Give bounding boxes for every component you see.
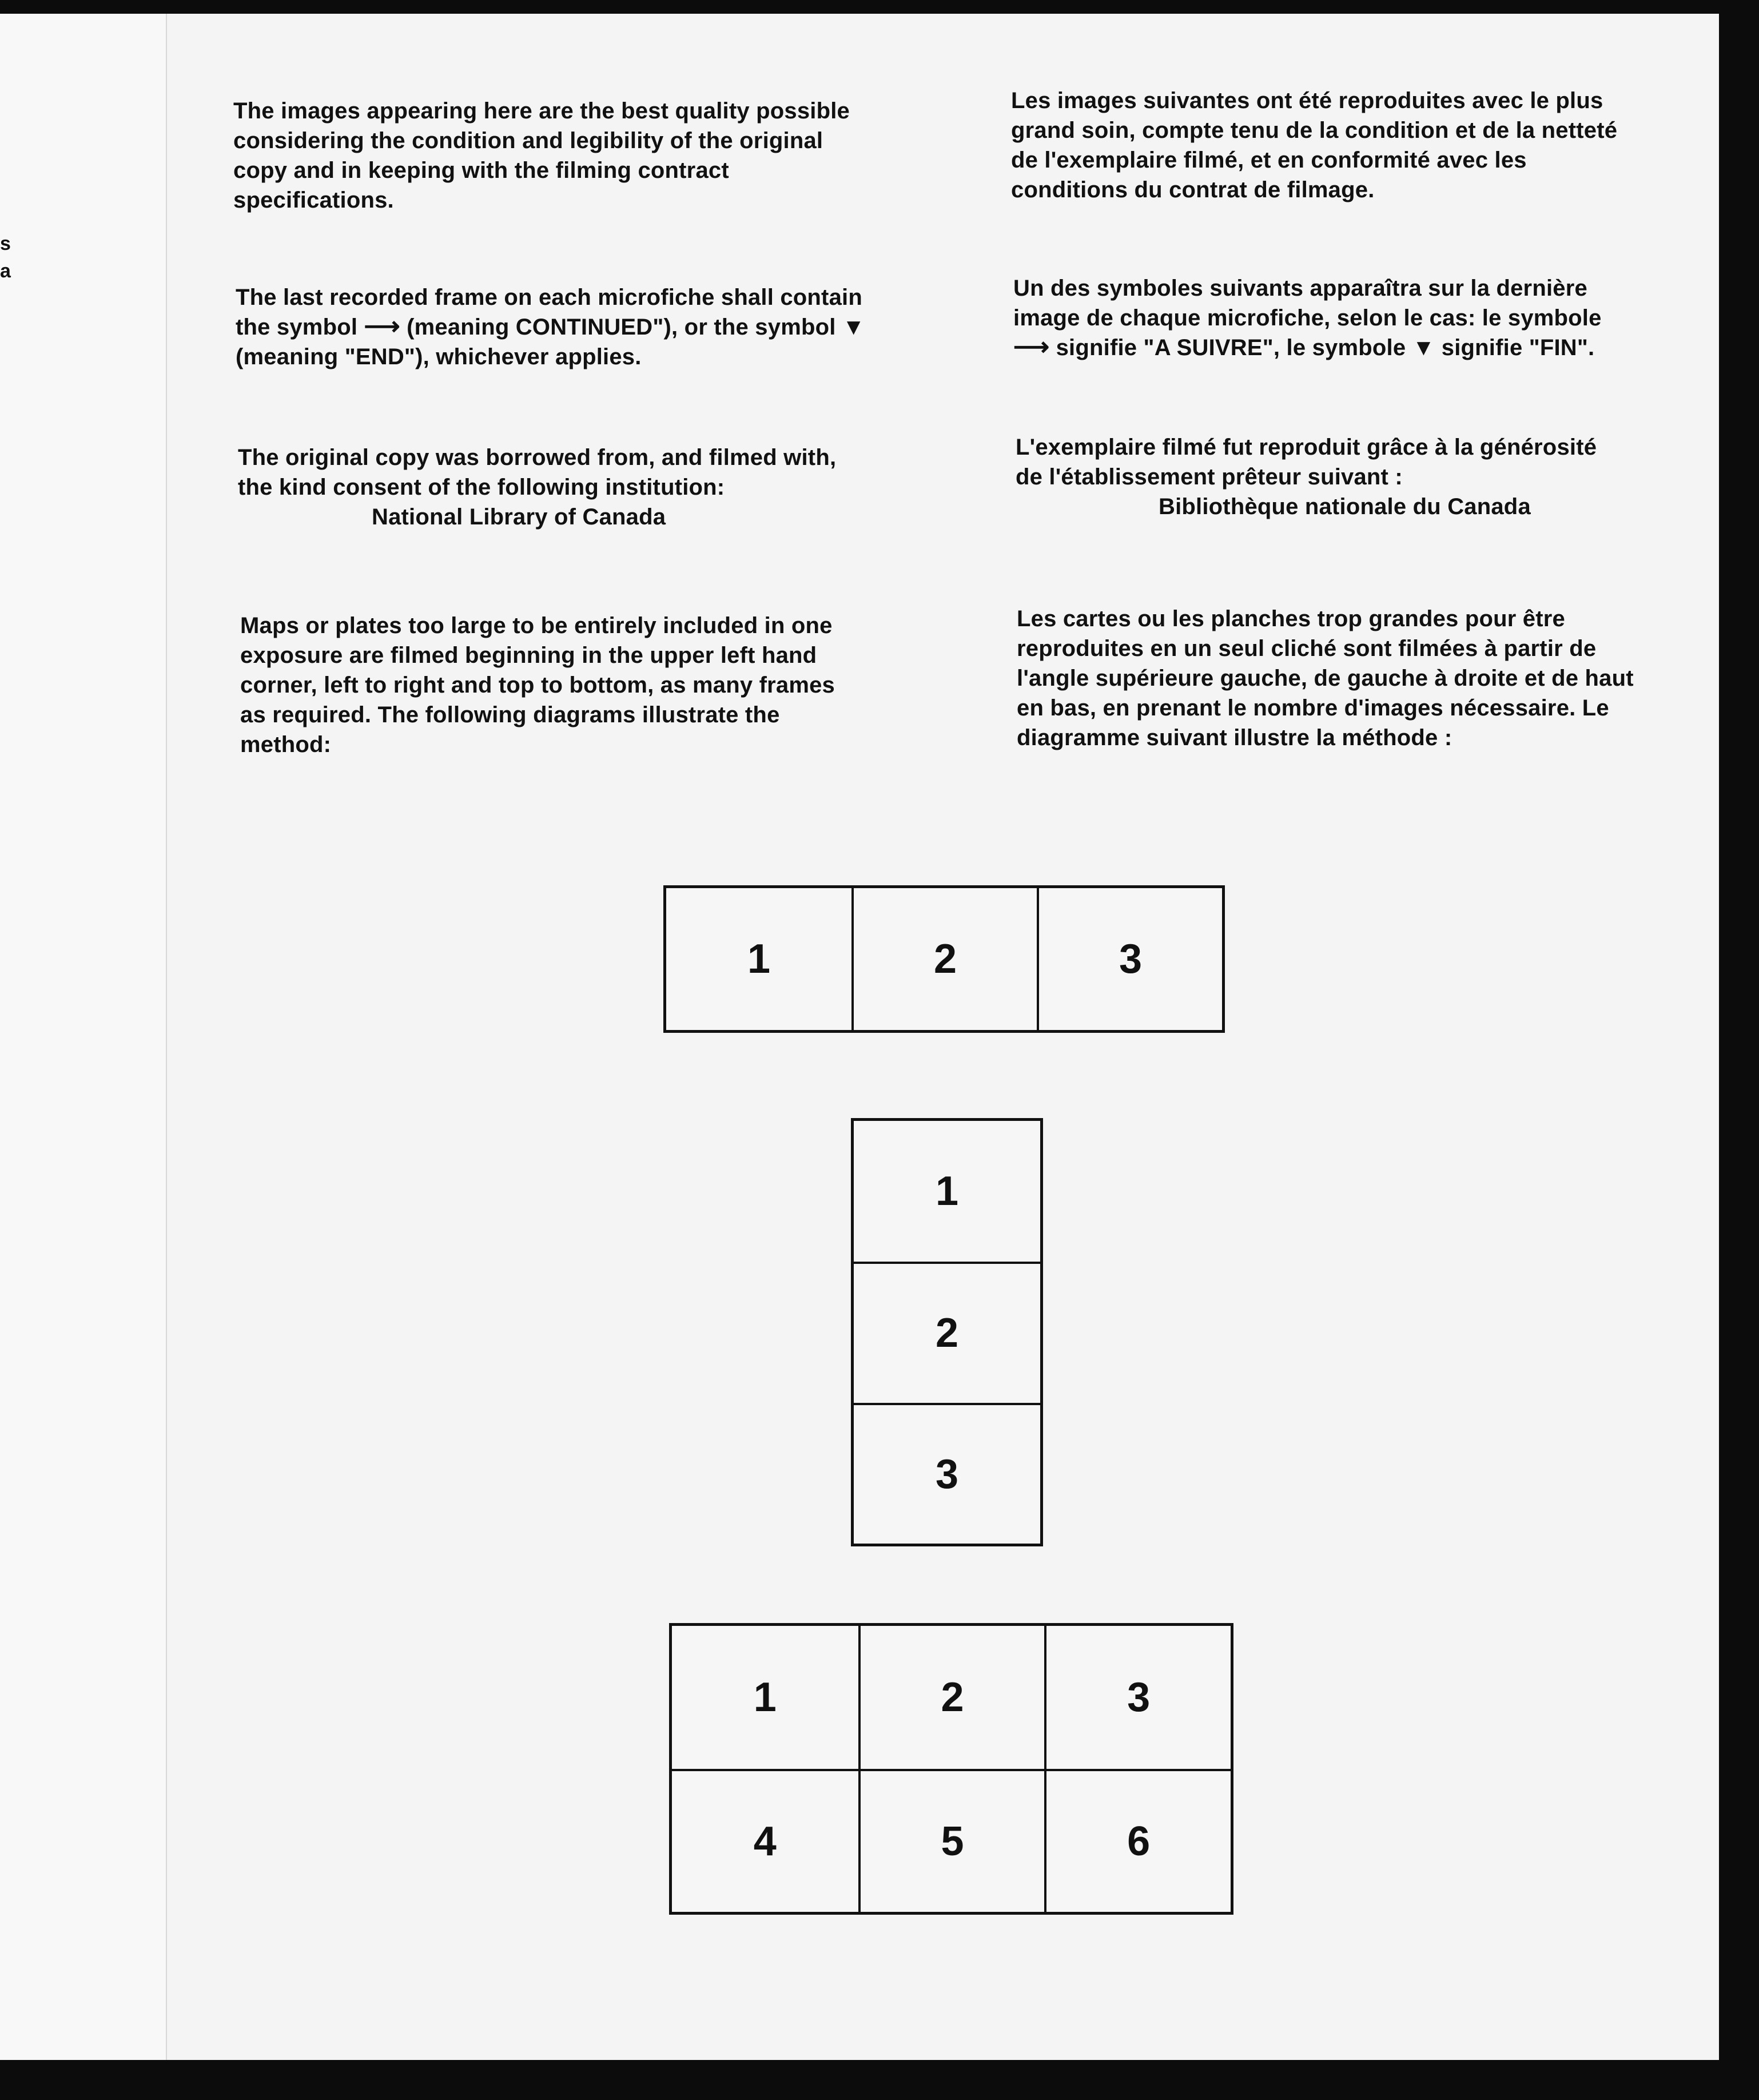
english-paragraph-4: Maps or plates too large to be entirely included in one exposure are filmed beginning in the upper left hand corner, left to right and top to bottom, as many frames as required. The following diagrams illustrate the method: (240, 613, 835, 757)
horizontal-frames-diagram (663, 885, 1225, 1033)
french-symbol-text-c: signifie "FIN". (1441, 335, 1595, 360)
frame-cell: 3 (854, 1403, 1040, 1544)
french-paragraph-3 (1016, 432, 1599, 522)
english-consent-text: The original copy was borrowed from, and filmed with, the kind consent of the following institution: (238, 445, 837, 500)
frame-cell: 1 (753, 1675, 777, 1720)
english-symbol-text-c: (meaning "END"), whichever applies. (236, 344, 642, 369)
end-triangle-icon: ▼ (1412, 335, 1435, 360)
scan-border-top (0, 0, 1759, 14)
english-symbol-text-a: The last recorded frame on each microfiche shall contain the symbol (236, 285, 862, 340)
english-symbol-text-b: (meaning CONTINUED"), or the symbol (407, 315, 836, 340)
vertical-frames-diagram (851, 1118, 1043, 1546)
scan-border-right (1719, 0, 1759, 2100)
grid-frames-diagram (669, 1623, 1233, 1915)
french-paragraph-4: Les cartes ou les planches trop grandes pour être reproduites en un seul cliché sont filmées à partir de l'angle supérieure gauche, de gauche à droite et de haut en bas, en prenant le nombre d'images nécessaire. Le diagramme suivant illustre la méthode : (1017, 606, 1634, 750)
french-symbol-text-a: Un des symboles suivants apparaîtra sur la dernière image de chaque microfiche, selon le cas: le symbole (1013, 276, 1602, 331)
frame-cell: 2 (854, 1262, 1040, 1402)
french-symbol-text-b: signifie "A SUIVRE", le symbole (1056, 335, 1406, 360)
frame-cell: 2 (858, 1626, 1045, 1769)
english-paragraph-1: The images appearing here are the best quality possible considering the condition and legibility of the original copy and in keeping with the filming contract specifications. (233, 98, 850, 213)
frame-cell: 2 (851, 888, 1037, 1030)
edge-text-fragment: a (0, 260, 11, 282)
english-paragraph-3 (238, 443, 844, 532)
frame-cell: 4 (672, 1769, 858, 1912)
french-consent-text: L'exemplaire filmé fut reproduit grâce à la générosité de l'établissement prêteur suivant : (1016, 435, 1597, 490)
english-paragraph-2 (236, 283, 870, 372)
french-institution: Bibliothèque nationale du Canada (1159, 494, 1531, 519)
edge-text-fragment: s (0, 233, 11, 254)
end-triangle-icon: ▼ (842, 315, 865, 340)
english-institution: National Library of Canada (372, 504, 666, 530)
scan-border-bottom (0, 2060, 1759, 2100)
previous-page-edge (0, 14, 167, 2060)
french-paragraph-1: Les images suivantes ont été reproduites avec le plus grand soin, compte tenu de la condition et de la netteté de l'exemplaire filmé, et en conformité avec les conditions du contrat de filmage. (1011, 88, 1618, 202)
continued-arrow-icon: ⟶ (364, 312, 400, 340)
frame-cell: 6 (1044, 1769, 1231, 1912)
frame-cell: 3 (1044, 1626, 1231, 1769)
frame-cell: 3 (1037, 888, 1222, 1030)
frame-cell: 1 (747, 936, 771, 982)
frame-cell: 1 (935, 1168, 959, 1215)
continued-arrow-icon: ⟶ (1013, 333, 1050, 361)
frame-cell: 5 (858, 1769, 1045, 1912)
french-paragraph-2 (1013, 273, 1631, 363)
